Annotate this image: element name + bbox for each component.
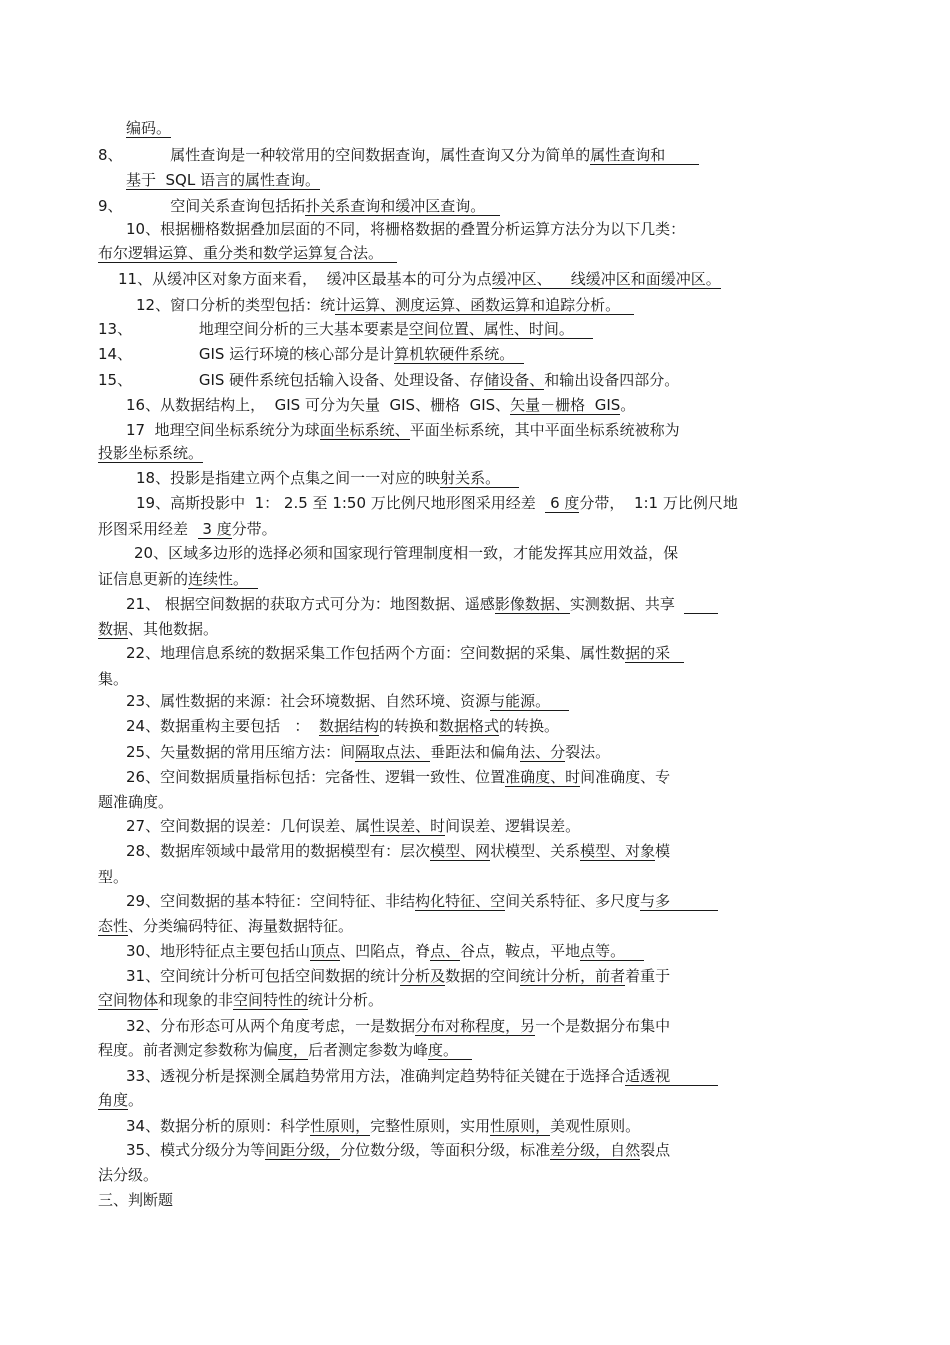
question-text: 34、数据分析的原则：科学 — [126, 1117, 311, 1135]
text-line — [98, 370, 679, 392]
answer-blank-text: 点、 — [430, 942, 461, 960]
answer-blank-text: 数据结构 — [318, 717, 379, 735]
answer-blank-text: 隔取点法、 — [355, 743, 431, 761]
question-text: 空间关系查询包括拓 — [122, 197, 306, 215]
question-text: 8、 — [98, 146, 123, 164]
answer-blank-text: 据的采 — [625, 644, 685, 662]
answer-blank-text: 计运算、测度运算、函数运算和追踪分析。 — [335, 296, 635, 314]
text-line — [126, 1016, 670, 1038]
text-line — [136, 295, 634, 317]
question-text: 完整性原则，实用 — [370, 1117, 491, 1135]
answer-blank-text: 投影坐标系统。 — [98, 444, 204, 462]
question-text: 26、空间数据质量指标包括：完备性、逻辑一致性、位置 — [126, 768, 506, 786]
text-line — [98, 1090, 143, 1112]
answer-blank-text: 构化特征、空 — [415, 892, 506, 910]
text-line — [126, 966, 670, 988]
question-text: 20、区域多边形的选择必须和国家现行管理制度相一致，才能发挥其应用效益，保 — [134, 544, 679, 562]
answer-blank-text: 6 度 — [545, 494, 580, 512]
question-text: 型。 — [98, 868, 129, 886]
text-line — [126, 594, 718, 616]
text-line — [126, 219, 685, 241]
answer-blank-text: 顶点 — [310, 942, 341, 960]
text-line — [98, 319, 593, 341]
question-text: 14、 — [98, 345, 133, 363]
answer-blank-text: 布尔逻辑运算、重分类和数学运算复合法。 — [98, 244, 398, 262]
question-text: 证信息更新的 — [98, 570, 189, 588]
text-line — [98, 569, 258, 591]
question-text: 集。 — [98, 670, 129, 688]
text-line — [126, 742, 610, 764]
answer-blank-text: 扑关系查询和缓冲区查询。 — [305, 197, 500, 215]
question-text: 11、从缓冲区对象方面来看， 缓冲区最基本的可分为点 — [118, 270, 492, 288]
text-line — [98, 916, 353, 938]
text-line — [98, 1165, 158, 1187]
question-text: 23、属性数据的来源：社会环境数据、自然环境、资源 — [126, 692, 491, 710]
answer-blank-text: 差分级，自然 — [550, 1141, 641, 1159]
answer-blank-text — [684, 595, 717, 614]
question-text: 间准确度、专 — [580, 768, 671, 786]
answer-blank-text: 角度 — [98, 1091, 129, 1109]
answer-blank-text: 编码。 — [126, 119, 172, 137]
question-text: 31、空间统计分析可包括空间数据的统计 — [126, 967, 401, 985]
question-text: 24、数据重构主要包括 ： — [126, 717, 319, 735]
answer-blank-text: 面坐标系统、 — [319, 421, 410, 439]
answer-blank-text: 性误差、时 — [370, 817, 446, 835]
text-line — [136, 468, 519, 490]
answer-blank-text: 态性 — [98, 917, 129, 935]
question-text: 间关系特征、多尺度 — [505, 892, 641, 910]
question-text: 35、模式分级分为等 — [126, 1141, 266, 1159]
question-text: 、凹陷点，脊 — [340, 942, 431, 960]
text-line — [126, 395, 635, 417]
text-line — [126, 1116, 640, 1138]
text-line — [98, 1190, 173, 1212]
text-line — [98, 145, 699, 167]
question-text: 实测数据、共享 — [569, 595, 685, 613]
question-text: 数据的空间 — [445, 967, 521, 985]
answer-blank-text: 统计分析，前者 — [520, 967, 626, 985]
question-text: 9、 — [98, 197, 123, 215]
question-text: 10、根据栅格数据叠加层面的不同，将栅格数据的叠置分析运算方法分为以下几类： — [126, 220, 686, 238]
text-line — [134, 543, 678, 565]
text-line — [98, 519, 277, 541]
question-text: 27、空间数据的误差：几何误差、属 — [126, 817, 371, 835]
answer-blank-text: 性原则， — [490, 1117, 551, 1135]
answer-blank-text: 空间位置、属性、时间。 — [408, 320, 593, 338]
question-text: 题准确度。 — [98, 793, 174, 811]
answer-blank-text: 适透视 — [625, 1067, 718, 1085]
text-line — [126, 891, 718, 913]
text-line — [98, 867, 128, 889]
text-line — [98, 443, 203, 465]
text-line — [98, 669, 128, 691]
question-text: 19、高斯投影中 1： 2.5 至 1:50 万比例尺地形图采用经差 — [136, 494, 546, 512]
question-text: 的转换。 — [498, 717, 559, 735]
answer-blank-text: 度。 — [428, 1041, 473, 1059]
text-line — [126, 767, 670, 789]
answer-blank-text: 法、分 — [520, 743, 566, 761]
question-text: 模 — [655, 842, 671, 860]
question-text: 12、窗口分析的类型包括：统 — [136, 296, 336, 314]
question-text: 程度。前者测定参数称为偏 — [98, 1041, 279, 1059]
question-text: 着重于 — [625, 967, 671, 985]
answer-blank-text: 度， — [278, 1041, 309, 1059]
question-text: 17 地理空间坐标系统分为球 — [126, 421, 320, 439]
answer-blank-text: 准确度、时 — [505, 768, 581, 786]
answer-blank-text: 模型、对象 — [580, 842, 656, 860]
question-text: 33、透视分析是探测全属趋势常用方法，准确判定趋势特征关键在于选择合 — [126, 1067, 626, 1085]
question-text: 形图采用经差 — [98, 520, 198, 538]
question-text: 间误差、逻辑误差。 — [445, 817, 581, 835]
question-text: 分带， 1:1 万比例尺地 — [579, 494, 738, 512]
answer-blank-text: 分布对称程度，另 — [415, 1017, 536, 1035]
answer-blank-text: 与能源。 — [490, 692, 570, 710]
question-text: 地理空间分析的三大基本要素是 — [132, 320, 409, 338]
question-text: 后者测定参数为峰 — [308, 1041, 429, 1059]
question-text: 21、 根据空间数据的获取方式可分为：地图数据、遥感 — [126, 595, 495, 613]
text-line — [98, 990, 383, 1012]
answer-blank-text: 空间物体 — [98, 991, 159, 1009]
question-text: 15、 — [98, 371, 133, 389]
text-line — [126, 691, 569, 713]
answer-blank-text: 模型、网 — [430, 842, 491, 860]
answer-blank-text: 间距分级， — [265, 1141, 341, 1159]
answer-blank-text: 基于 SQL 语言的属性查询。 — [126, 171, 320, 189]
text-line — [136, 493, 738, 515]
question-text: 分带。 — [231, 520, 277, 538]
question-text: 平面坐标系统，其中平面坐标系统被称为 — [409, 421, 680, 439]
question-text: 的转换和 — [378, 717, 439, 735]
question-text: 三、判断题 — [98, 1191, 174, 1209]
question-text: GIS 运行环境的核心部分是计 — [132, 345, 395, 363]
text-line — [98, 196, 500, 218]
question-text: 和输出设备四部分。 — [544, 371, 680, 389]
question-text: 美观性原则。 — [550, 1117, 641, 1135]
question-text: GIS 硬件系统包括输入设备、处理设备、存 — [132, 371, 485, 389]
question-text: 。 — [620, 396, 636, 414]
question-text: 一个是数据分布集中 — [535, 1017, 671, 1035]
answer-blank-text: 储设备、 — [484, 371, 545, 389]
answer-blank-text: 矢量－栅格 GIS — [510, 396, 621, 414]
text-line — [126, 170, 320, 192]
answer-blank-text: 缓冲区、 线缓冲区和面缓冲区。 — [491, 270, 721, 288]
question-text: 13、 — [98, 320, 133, 338]
question-text: 属性查询是一种较常用的空间数据查询，属性查询又分为简单的 — [122, 146, 591, 164]
question-text: 。 — [128, 1091, 144, 1109]
question-text: 29、空间数据的基本特征：空间特征、非结 — [126, 892, 416, 910]
answer-blank-text: 属性查询和 — [590, 146, 699, 164]
question-text: 30、地形特征点主要包括山 — [126, 942, 311, 960]
question-text: 、分类编码特征、海量数据特征。 — [128, 917, 354, 935]
question-text: 和现象的非 — [158, 991, 234, 1009]
question-text: 统计分析。 — [308, 991, 384, 1009]
text-line — [126, 816, 580, 838]
question-text: 谷点，鞍点，平地 — [460, 942, 581, 960]
text-line — [126, 1066, 718, 1088]
answer-blank-text: 射关系。 — [440, 469, 520, 487]
answer-blank-text: 空间特性的 — [233, 991, 309, 1009]
answer-blank-text: 3 度 — [197, 520, 232, 538]
answer-blank-text: 算机软硬件系统。 — [394, 345, 524, 363]
question-text: 分位数分级，等面积分级，标准 — [340, 1141, 551, 1159]
text-line — [98, 1040, 472, 1062]
answer-blank-text: 连续性。 — [188, 570, 258, 588]
text-line — [98, 619, 218, 641]
question-text: 、其他数据。 — [128, 620, 219, 638]
answer-blank-text: 与多 — [640, 892, 718, 910]
question-text: 22、地理信息系统的数据采集工作包括两个方面：空间数据的采集、属性数 — [126, 644, 626, 662]
question-text: 28、数据库领域中最常用的数据模型有：层次 — [126, 842, 431, 860]
text-line — [126, 643, 684, 665]
text-line — [126, 420, 680, 442]
question-text: 状模型、关系 — [490, 842, 581, 860]
text-line — [98, 243, 397, 265]
text-line — [126, 941, 644, 963]
text-line — [98, 792, 173, 814]
text-line — [126, 1140, 670, 1162]
question-text: 垂距法和偏角 — [430, 743, 521, 761]
answer-blank-text: 点等。 — [580, 942, 645, 960]
question-text: 32、分布形态可从两个角度考虑，一是数据 — [126, 1017, 416, 1035]
answer-blank-text: 数据 — [98, 620, 129, 638]
question-text: 裂法。 — [565, 743, 611, 761]
text-line — [126, 841, 670, 863]
answer-blank-text: 性原则， — [310, 1117, 371, 1135]
answer-blank-text: 影像数据、 — [494, 595, 570, 613]
text-line — [126, 118, 171, 140]
text-line — [126, 716, 559, 738]
question-text: 裂点 — [640, 1141, 671, 1159]
text-line — [98, 344, 524, 366]
question-text: 16、从数据结构上， GIS 可分为矢量 GIS、栅格 GIS、 — [126, 396, 511, 414]
answer-blank-text: 分析及 — [400, 967, 446, 985]
question-text: 法分级。 — [98, 1166, 159, 1184]
text-line — [118, 269, 721, 291]
question-text: 18、投影是指建立两个点集之间一一对应的映 — [136, 469, 441, 487]
question-text: 25、矢量数据的常用压缩方法：间 — [126, 743, 356, 761]
answer-blank-text: 数据格式 — [438, 717, 499, 735]
